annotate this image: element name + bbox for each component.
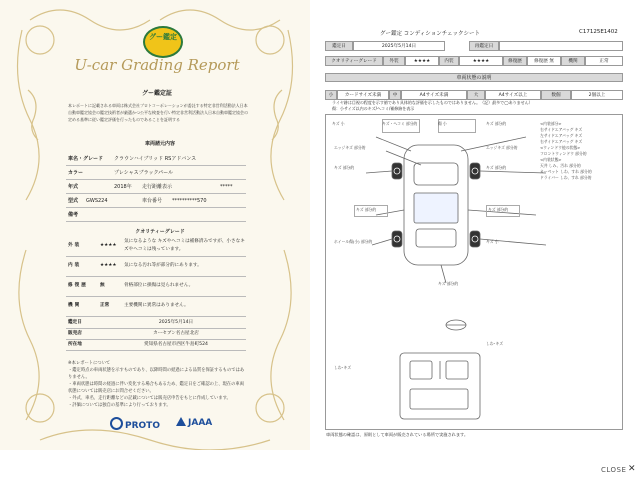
proto-logo: PROTO xyxy=(110,417,160,431)
sheet-engine-label: 機関 xyxy=(561,56,585,66)
sheet-quality-label: クオリティーグレード xyxy=(325,56,383,66)
sheet-repair-value: 修復歴 無 xyxy=(527,56,561,66)
damage-label-15: しわ･キズ xyxy=(334,365,352,370)
grade-row-engine: 機関 正常 主要機関に異常はありません。 xyxy=(66,297,246,317)
sheet-date: 2025年5月14日 xyxy=(353,41,445,51)
damage-label-3: 傷 小 xyxy=(438,121,447,126)
grade-row-exterior: 外装 ★★★★ 気になるような キズやヘコミは補修済みですが、小さなキズやヘコミは残っています。 xyxy=(66,237,246,257)
damage-label-14: しわ･キズ xyxy=(486,341,504,346)
legend-large-value: A4サイズ以上 xyxy=(485,90,541,100)
damage-label-7: キズ 部分的 xyxy=(334,165,355,170)
legend-medium-key: 中 xyxy=(389,90,401,100)
damage-label-11: ホイール傷(小) 部分的 xyxy=(334,239,373,244)
damage-label-6: エッジキズ 部分的 xyxy=(486,145,518,150)
sheet-footer-note: 車両状態の確認は、原則として車両が販売されている場所で実施されます。 xyxy=(326,432,469,437)
sheet-reinspection-label: 再鑑定日 xyxy=(469,41,499,51)
close-button[interactable]: CLOSE xyxy=(601,466,627,474)
vehicle-name-row: 車名・グレード クラウンハイブリッド RSアドバンス xyxy=(66,153,246,166)
quality-grade-heading: クオリティーグレード xyxy=(135,229,185,235)
address-row: 所在地 愛知県名古屋市西区牛島町524 xyxy=(66,340,246,351)
jaaa-logo: JAAA xyxy=(176,417,212,428)
certificate-intro: 本レポートに記載される車両は株式会社プロトコーポレーションが委託する特定非営利活動法人日本自動車鑑定協会の鑑定技術者が厳選かつ公平な検査を行い特定非営利活動法人日本自動車鑑定協会の定める基準に従い鑑定評価を行ったものであることを証明する xyxy=(68,103,248,122)
vehicle-model-row: 型式 GWS224 車台番号 **********570 xyxy=(66,195,246,208)
damage-label-10: キズ 部分的 xyxy=(488,207,509,212)
vehicle-state-heading: 車両状態の説明 xyxy=(325,73,623,82)
certificate-notes: ※本レポートについて ・鑑定時点の車両状態を示すものであり、以降時間の経過による品質を保証するものではありません。 ・車両状態は時間の経過に伴い変化する場合もあるため、鑑定日をご確認の上、現在の車両状態については販売店にお問合せください。 ・外式、車名、走行距離などの記載については販売店申告をもとに作成しています。 ・評価については独自の基準により行っております。 xyxy=(68,361,245,408)
vehicle-damage-diagram xyxy=(325,114,623,430)
legend-explanation: ライヤ跡は目視の程度を示す値であり具体的な評価を示したものではありません。（記）最多で◯ありません） 傷：小サイズ以内のキズ/ヘコミ/補修跡を表示 xyxy=(332,100,533,111)
damage-label-1: キズ 小 xyxy=(332,121,345,126)
damage-label-9: キズ 部分的 xyxy=(356,207,377,212)
sheet-reinspection-value xyxy=(499,41,623,51)
damage-label-5: エッジキズ 部分的 xyxy=(334,145,366,150)
damage-label-8: キズ 部分的 xyxy=(486,165,507,170)
damage-label-12: キズ 小 xyxy=(486,239,499,244)
grade-row-interior: 内装 ★★★★ 気になる汚れ等が部分的にあります。 xyxy=(66,257,246,277)
grade-row-repair: 修復歴 無 骨格部位に損傷は見られません。 xyxy=(66,277,246,297)
damage-label-4: キズ 部分的 xyxy=(486,121,507,126)
jaaa-mark-icon xyxy=(176,417,186,426)
vehicle-year-row: 年式 2018年 走行距離表示 ***** xyxy=(66,181,246,194)
legend-multiple-value: 2個以上 xyxy=(571,90,623,100)
sheet-code: C17125E1402 xyxy=(579,29,618,35)
sheet-title: グー鑑定 コンディションチェックシート xyxy=(380,31,481,37)
goo-kantei-logo: グー鑑定 xyxy=(143,26,183,58)
vehicle-heading: 車両諸元内容 xyxy=(144,141,175,147)
proto-mark-icon xyxy=(110,417,123,430)
sheet-engine-value: 正常 xyxy=(585,56,623,66)
sheet-interior-label: 内装 xyxy=(439,56,459,66)
damage-label-2: キズ・ヘコミ 部分的 xyxy=(382,121,418,126)
certificate-title: U-car Grading Report xyxy=(74,56,240,74)
vehicle-color-row: カラー プレシャスブラックパール xyxy=(66,167,246,180)
legend-small-value: カードサイズ未満 xyxy=(337,90,389,100)
legend-medium-value: A4サイズ未満 xyxy=(401,90,467,100)
sheet-interior-stars: ★★★★ xyxy=(459,56,503,66)
vehicle-remarks-row: 備考 xyxy=(66,209,246,222)
close-icon[interactable]: ✕ xyxy=(628,464,636,474)
sheet-exterior-stars: ★★★★ xyxy=(405,56,439,66)
certificate xyxy=(0,0,310,450)
inspection-date-row: 鑑定日 2025年5月14日 xyxy=(66,318,246,329)
damage-label-13: キズ 部分的 xyxy=(438,281,459,286)
legend-multiple-key: 数個 xyxy=(541,90,571,100)
interior-notes: <内装部分> 右サイドエアバッグ キズ 左サイドエアバッグ キズ 右サイドエアバッグ キズ <ウィンドウ他の状態> フロントウィンドウ 部分的 <内装状態> 天井 しみ、汚れ 部分的 カーペット しわ、すれ 部分的 ドライバー しわ、すれ 部分的 xyxy=(540,121,592,180)
dealer-row: 販売店 カーセブン名古屋北店 xyxy=(66,329,246,340)
sheet-date-label: 鑑定日 xyxy=(325,41,353,51)
legend-small-key: 小 xyxy=(325,90,337,100)
sheet-repair-label: 修復歴 xyxy=(503,56,527,66)
sheet-exterior-label: 外装 xyxy=(383,56,405,66)
legend-large-key: 大 xyxy=(467,90,485,100)
certificate-subtitle: グー鑑定証 xyxy=(141,90,172,97)
